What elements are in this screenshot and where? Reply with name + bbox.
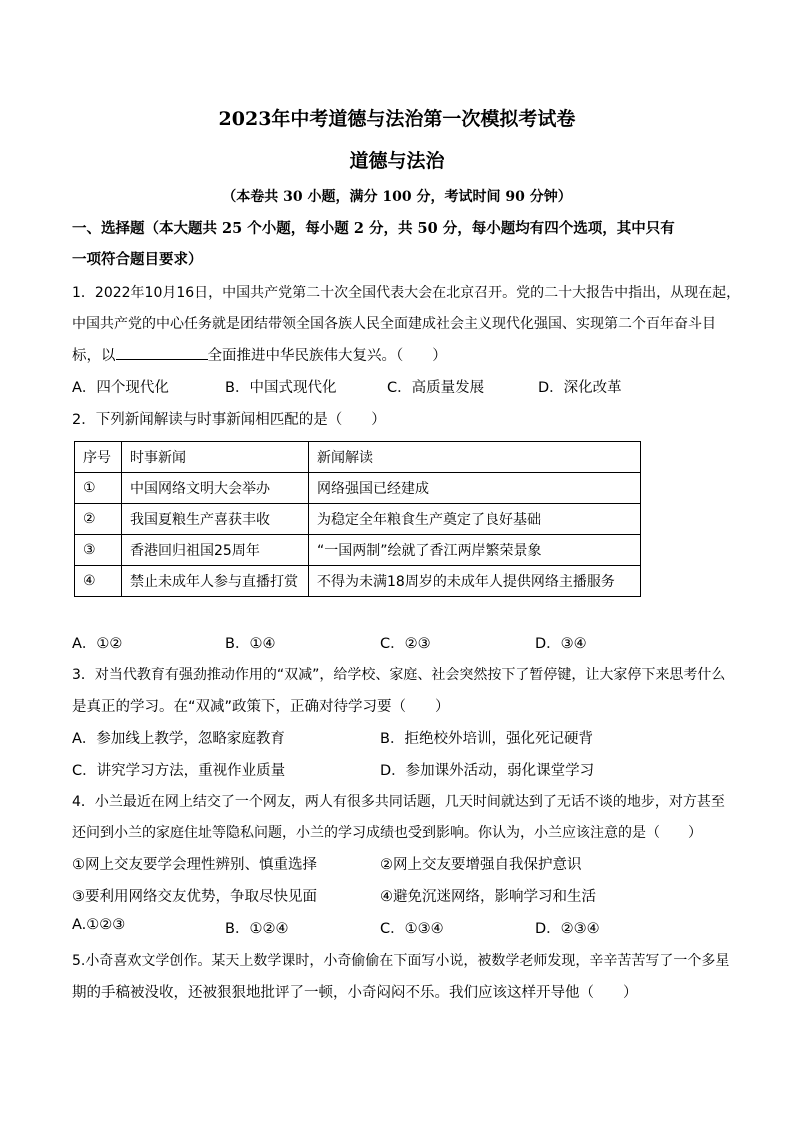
table-cell: 我国夏粮生产喜获丰收 bbox=[122, 504, 309, 535]
table-row bbox=[75, 566, 641, 597]
table-header-cell: 序号 bbox=[75, 442, 122, 473]
q3-option-c: C．讲究学习方法，重视作业质量 bbox=[72, 763, 286, 779]
table-cell: 不得为未满18周岁的未成年人提供网络主播服务 bbox=[309, 566, 641, 597]
table-cell: ② bbox=[75, 504, 122, 535]
table-cell: 禁止未成年人参与直播打赏 bbox=[122, 566, 309, 597]
q1-line3 bbox=[72, 344, 447, 365]
section-heading-line2: 一项符合题目要求） bbox=[72, 251, 203, 268]
q1-line3-start: 标，以 bbox=[72, 348, 116, 364]
q4-statement-4: ④避免沉迷网络，影响学习和生活 bbox=[380, 889, 596, 905]
table-header-cell: 新闻解读 bbox=[309, 442, 641, 473]
section-heading-line1: 一、选择题（本大题共 25 个小题，每小题 2 分，共 50 分，每小题均有四个选项，其中只有 bbox=[72, 220, 675, 237]
table-cell: ① bbox=[75, 473, 122, 504]
q4-option-d: D．②③④ bbox=[535, 921, 600, 937]
table-row bbox=[75, 473, 641, 504]
q1-option-d: D．深化改革 bbox=[538, 380, 622, 396]
q4-statement-3: ③要利用网络交友优势，争取尽快见面 bbox=[72, 889, 317, 905]
q4-line2: 还问到小兰的家庭住址等隐私问题，小兰的学习成绩也受到影响。你认为，小兰应该注意的是（ ） bbox=[72, 825, 702, 841]
table-cell: ③ bbox=[75, 535, 122, 566]
q3-line1: 3．对当代教育有强劲推动作用的“双减”，给学校、家庭、社会突然按下了暂停键，让大家停下来思考什么 bbox=[72, 667, 726, 683]
q4-option-c: C．①③④ bbox=[380, 921, 444, 937]
q3-option-b: B．拒绝校外培训，强化死记硬背 bbox=[380, 731, 593, 747]
q5-line1: 5.小奇喜欢文学创作。某天上数学课时，小奇偷偷在下面写小说，被数学老师发现，辛辛苦苦写了一个多星 bbox=[72, 953, 730, 969]
table-cell: ④ bbox=[75, 566, 122, 597]
q1-option-a: A．四个现代化 bbox=[72, 380, 169, 396]
page-subtitle: 道德与法治 bbox=[349, 150, 445, 172]
table-cell: 为稳定全年粮食生产奠定了良好基础 bbox=[309, 504, 641, 535]
q2-option-c: C．②③ bbox=[380, 636, 431, 652]
table-row bbox=[75, 504, 641, 535]
q4-statement-2: ②网上交友要增强自我保护意识 bbox=[380, 857, 582, 873]
table-cell: 香港回归祖国25周年 bbox=[122, 535, 309, 566]
q1-line2: 中国共产党的中心任务就是团结带领全国各族人民全面建成社会主义现代化强国、实现第二个百年奋斗目 bbox=[72, 316, 716, 332]
q3-line2: 是真正的学习。在“双减”政策下，正确对待学习要（ ） bbox=[72, 699, 450, 715]
q2-option-d: D．③④ bbox=[535, 636, 587, 652]
page-title: 2023年中考道德与法治第一次模拟考试卷 bbox=[218, 108, 576, 130]
q2-stem: 2．下列新闻解读与时事新闻相匹配的是（ ） bbox=[72, 412, 386, 428]
q4-option-b: B．①②④ bbox=[225, 921, 289, 937]
q4-statement-1: ①网上交友要学会理性辨别、慎重选择 bbox=[72, 857, 317, 873]
q1-line1: 1．2022年10月16日，中国共产党第二十次全国代表大会在北京召开。党的二十大报告中指出，从现在起， bbox=[72, 285, 741, 301]
q4-option-a: A.①②③ bbox=[72, 917, 126, 933]
q1-blank bbox=[116, 345, 208, 360]
q5-line2: 期的手稿被没收，还被狠狠地批评了一顿，小奇闷闷不乐。我们应该这样开导他（ ） bbox=[72, 985, 638, 1001]
news-table bbox=[74, 441, 641, 597]
q3-option-a: A．参加线上教学，忽略家庭教育 bbox=[72, 731, 285, 747]
table-header-row bbox=[75, 442, 641, 473]
q2-option-a: A．①② bbox=[72, 636, 123, 652]
q1-option-c: C．高质量发展 bbox=[387, 380, 485, 396]
table-header-cell: 时事新闻 bbox=[122, 442, 309, 473]
q2-option-b: B．①④ bbox=[225, 636, 276, 652]
q3-option-d: D．参加课外活动，弱化课堂学习 bbox=[380, 763, 595, 779]
table-cell: 中国网络文明大会举办 bbox=[122, 473, 309, 504]
table-cell: 网络强国已经建成 bbox=[309, 473, 641, 504]
exam-note: （本卷共 30 小题，满分 100 分，考试时间 90 分钟） bbox=[222, 189, 572, 205]
q4-line1: 4．小兰最近在网上结交了一个网友，两人有很多共同话题，几天时间就达到了无话不谈的地步，对方甚至 bbox=[72, 794, 725, 810]
table-cell: “一国两制”绘就了香江两岸繁荣景象 bbox=[309, 535, 641, 566]
table-row bbox=[75, 535, 641, 566]
q1-option-b: B．中国式现代化 bbox=[225, 380, 337, 396]
q1-line3-end: 全面推进中华民族伟大复兴。（ ） bbox=[207, 348, 447, 364]
